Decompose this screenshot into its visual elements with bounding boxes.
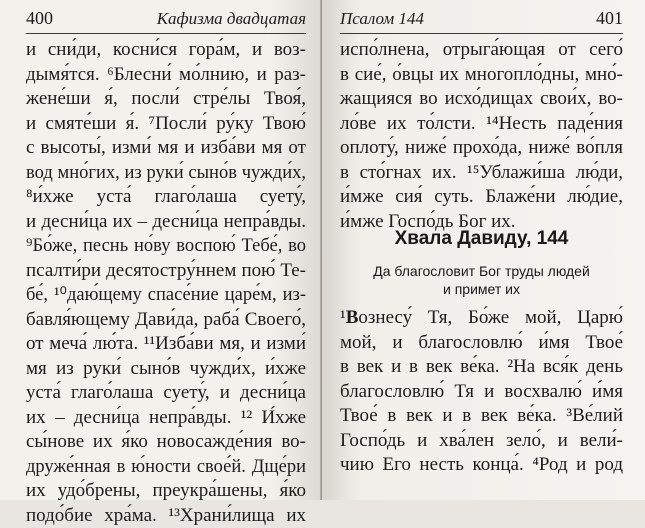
text-line: жене́ши я́, посли́ стре́лы Твоя́, [26, 87, 306, 112]
text-line: Твое́ в век и в век ве́ка. ³Ве́лий [340, 404, 623, 429]
text-line: и смяте́ши я́. ⁷Посли́ ру́ку Твою́ [26, 112, 306, 137]
psalm-subheading-line2: и примет их [340, 280, 623, 298]
text-line: ⁸и́хже уста́ глаго́лаша суету́, [26, 185, 306, 210]
text-line: благословлю́ Тя и восхвалю́ и́мя [340, 380, 623, 405]
right-body-text-bottom [340, 306, 623, 478]
right-body-text-top [340, 38, 623, 234]
right-page [322, 0, 645, 500]
right-page-number: 401 [596, 8, 623, 29]
text-line: подо́бие хра́ма. ¹³Храни́лища их [26, 504, 306, 528]
text-line: псалти́ри десятостру́ннем пою́ Те- [26, 259, 306, 284]
text-line: оплоту́, ниже́ прохо́да, ниже́ во́пля [340, 136, 623, 161]
psalm-heading: Хвала Давиду, 144 [340, 228, 623, 250]
text-line: Госпо́дь и хва́лен зело́, и вели́- [340, 429, 623, 454]
text-line: жащияся во исхо́дищах свои́х, во- [340, 87, 623, 112]
left-running-title: Кафизма двадцатая [157, 9, 306, 29]
left-running-head [26, 8, 306, 32]
left-page-number: 400 [26, 8, 53, 29]
right-header-rule [340, 33, 623, 34]
text-line: мя из руки́ сыно́в чужди́х, и́хже [26, 357, 306, 382]
text-line: с высоты́, изми́ мя и изба́ви мя от [26, 136, 306, 161]
right-running-head [340, 8, 623, 32]
text-line: бавля́ющему Дави́да, раба́ Своего́, [26, 308, 306, 333]
text-line: мой, и благословлю́ и́мя Твое́ [340, 331, 623, 356]
right-running-title: Псалом 144 [340, 9, 424, 29]
text-line: и сни́ди, косни́ся гора́м, и воз- [26, 38, 306, 63]
text-line: от меча́ лю́та. ¹¹Изба́ви мя, и изми́ [26, 332, 306, 357]
text-line: уста́ глаго́лаша суету́, и десни́ца [26, 381, 306, 406]
text-line: в сие́, о́вцы их многопло́дны, мно́- [340, 63, 623, 88]
text-line: ¹Вознесу́ Тя, Бо́же мой, Царю́ [340, 306, 623, 331]
text-line: и́мже сия́ суть. Блаже́ни лю́дие, [340, 185, 623, 210]
psalm-subheading-line1: Да благословит Бог труды людей [340, 262, 623, 280]
text-line: вод мно́гих, из руки́ сыно́в чужди́х, [26, 161, 306, 186]
left-page [0, 0, 322, 500]
text-line: дымя́тся. ⁶Блесни́ мо́лнию, и раз- [26, 63, 306, 88]
text-line: и десни́ца их – десни́ца непра́вды. [26, 210, 306, 235]
text-line: друже́нная в ю́ности свое́й. Дще́ри [26, 455, 306, 480]
text-line: в век и в век ве́ка. ²На вся́к день [340, 355, 623, 380]
left-header-rule [26, 33, 306, 34]
text-line: в сто́гнах их. ¹⁵Ублажи́ша лю́ди, [340, 161, 623, 186]
psalm-subheading [340, 262, 623, 298]
text-line: чию Его несть конца́. ⁴Род и род [340, 453, 623, 478]
text-line: бе́, ¹⁰даю́щему спасе́ние царе́м, из- [26, 283, 306, 308]
text-line: ло́ве их то́лсти. ¹⁴Несть паде́ния [340, 112, 623, 137]
text-line: испо́лнена, отрыга́ющая от сего́ [340, 38, 623, 63]
text-line: ⁹Бо́же, песнь но́ву воспою́ Тебе́, во [26, 234, 306, 259]
text-line: сы́нове их я́ко новосажде́ния во- [26, 430, 306, 455]
left-body-text [26, 38, 306, 528]
text-line: их – десни́ца непра́вды. ¹² И́хже [26, 406, 306, 431]
text-line: и́мже Госпо́дь Бог их. [340, 210, 623, 235]
text-line: их удо́брены, преукра́шены, я́ко [26, 479, 306, 504]
